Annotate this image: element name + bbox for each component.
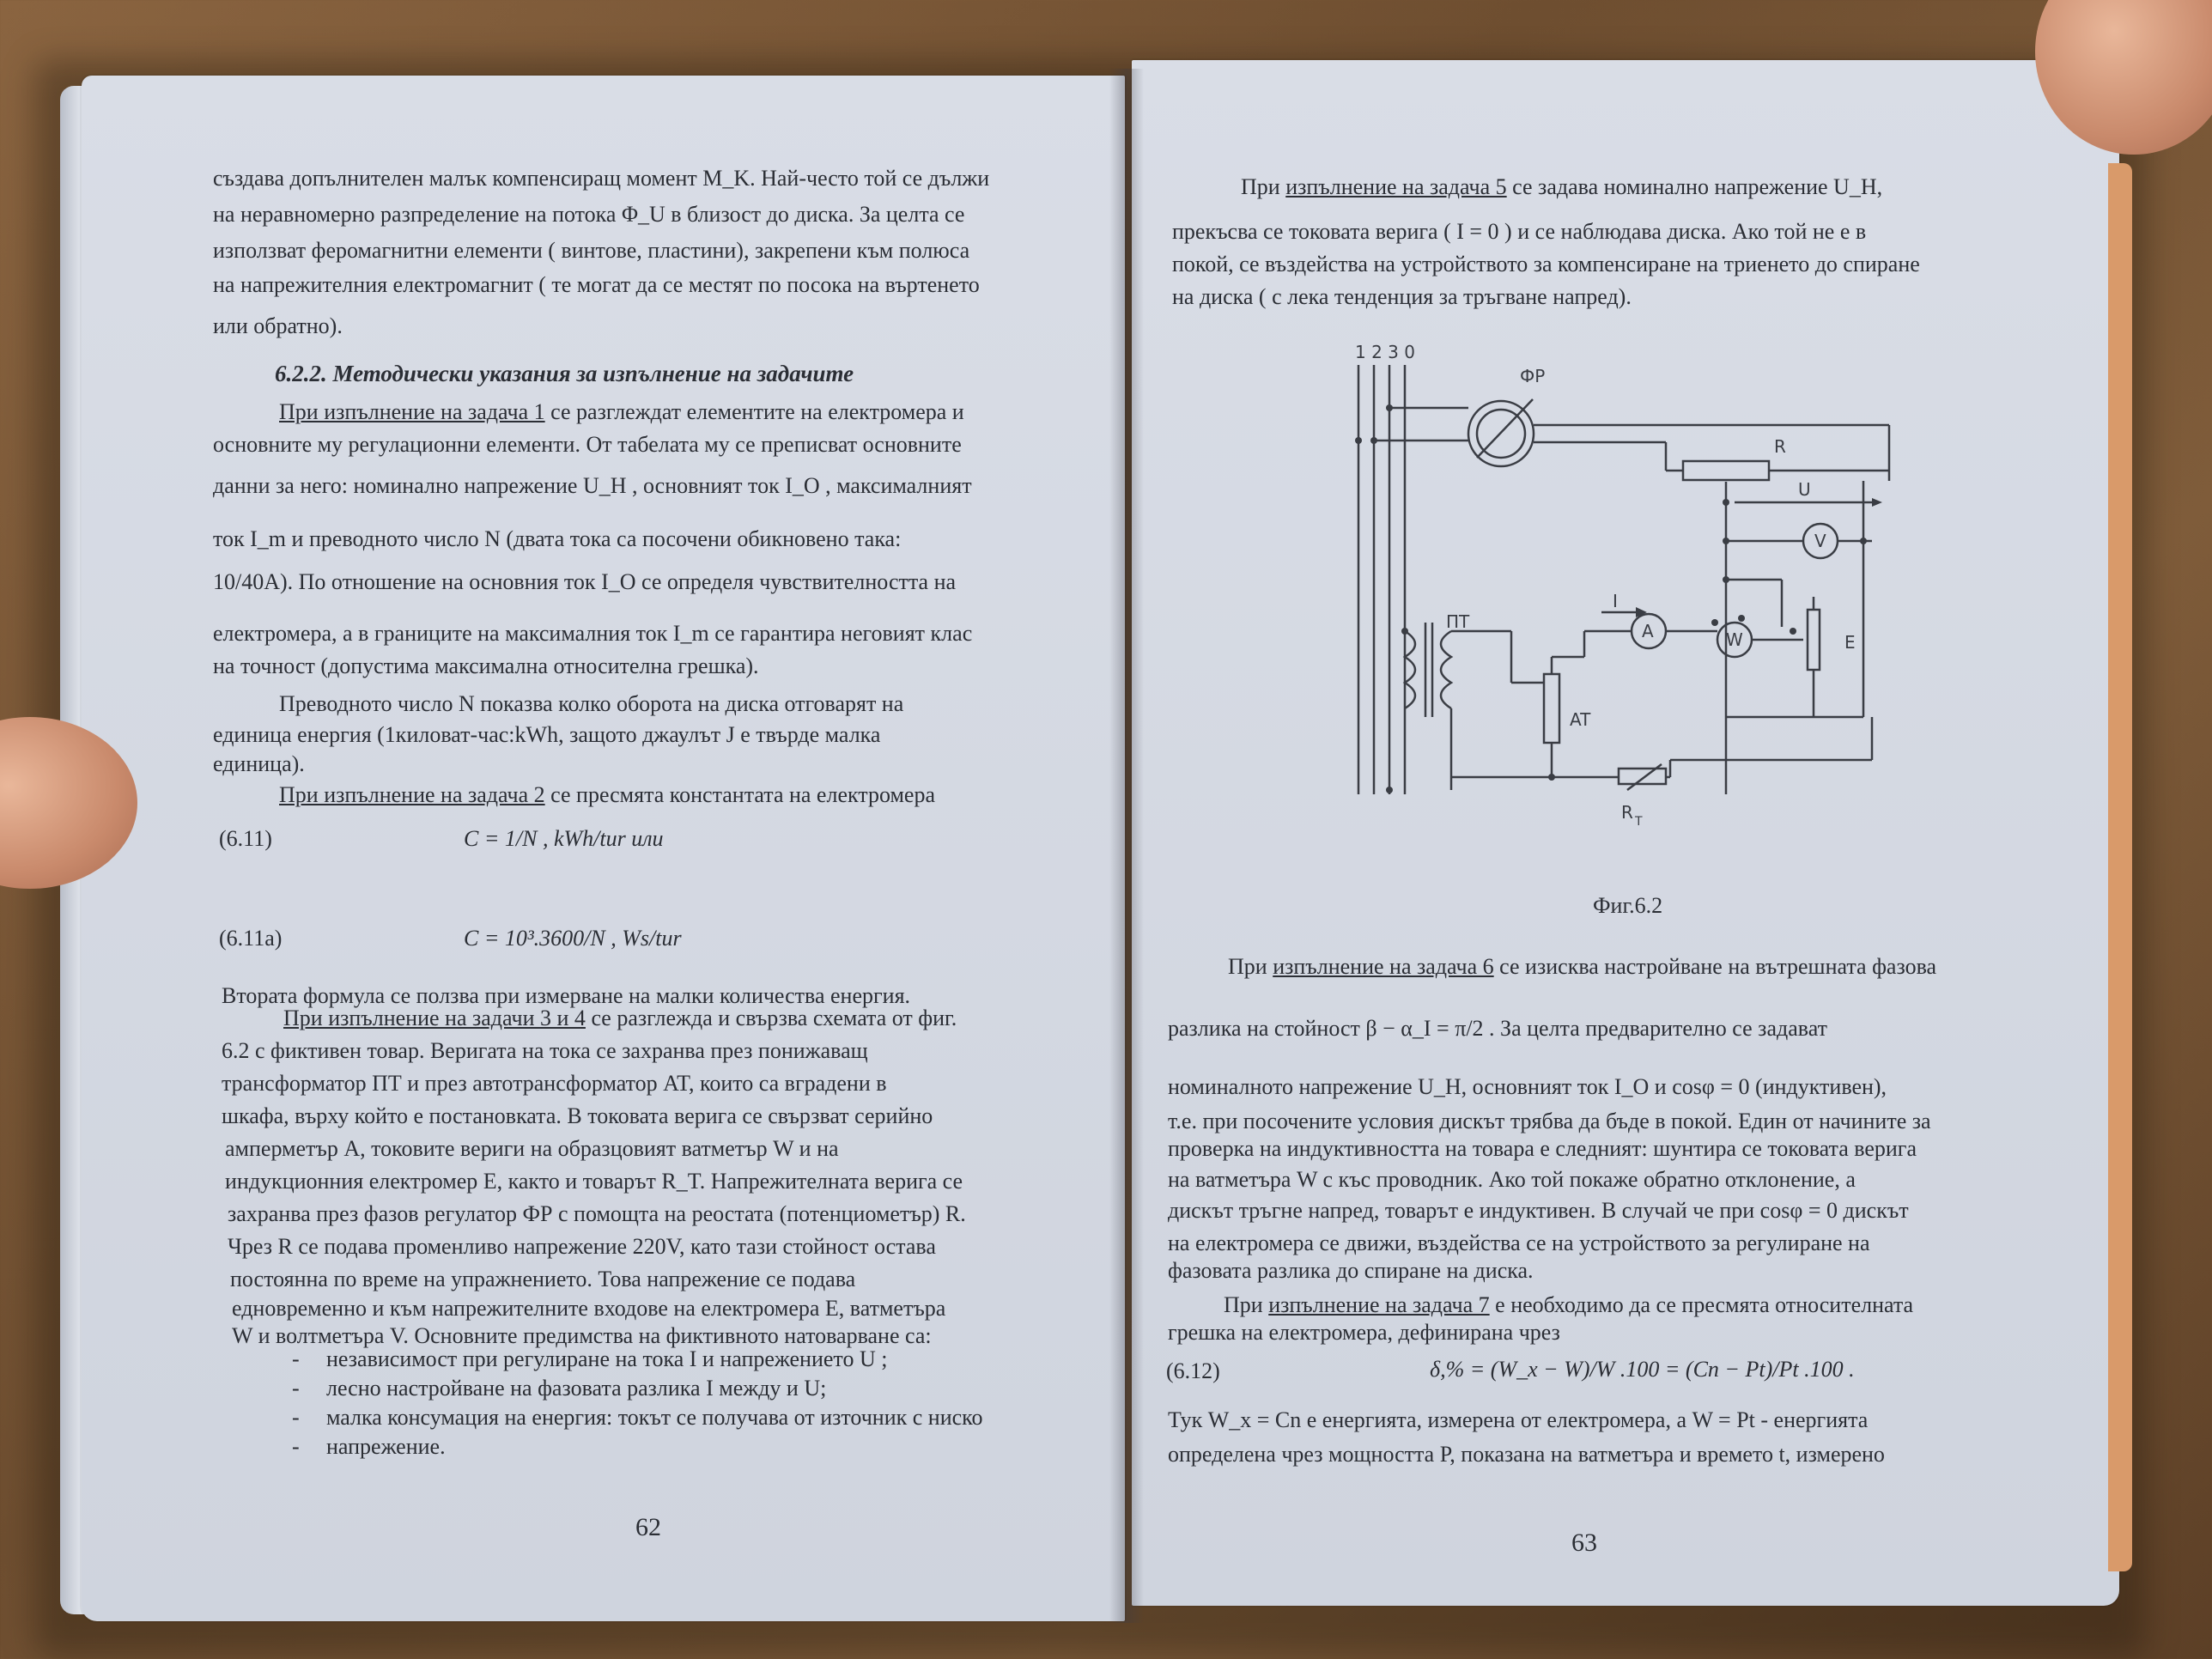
- left-line: 6.2 с фиктивен товар. Веригата на тока се захранва през понижаващ: [222, 1038, 868, 1063]
- page-number-right: 63: [1571, 1528, 1597, 1557]
- equation-number: (6.11a): [219, 926, 283, 951]
- voltmeter-label: V: [1814, 531, 1826, 551]
- right-page-edge: [2108, 163, 2132, 1571]
- left-line: Чрез R се подава променливо напрежение 220V, като тази стойност остава: [228, 1234, 936, 1259]
- left-line: шкафа, върху който е постановката. В токовата верига се свързват серийно: [222, 1103, 933, 1128]
- book-spine: [1109, 69, 1144, 1623]
- task6-link: изпълнение на задача 6: [1273, 954, 1494, 979]
- task6-paragraph-first: [1228, 951, 1936, 982]
- load-subscript: T: [1635, 815, 1643, 829]
- equation-number: (6.12): [1166, 1358, 1220, 1383]
- terminal-labels: 1 2 3 0: [1355, 342, 1415, 362]
- task5-prefix: При: [1241, 174, 1286, 199]
- task5-link: изпълнение на задача 5: [1285, 174, 1507, 199]
- right-line: разлика на стойност β − α_I = π/2 . За целта предварително се задават: [1168, 1016, 1827, 1041]
- task6-text: се изисква настройване на вътрешната фазова: [1493, 954, 1937, 979]
- right-line: на ватметъра W с къс проводник. Ако той покаже обратно отклонение, а: [1168, 1167, 1856, 1192]
- left-line: постоянна по време на упражнението. Това напрежение се подава: [230, 1267, 856, 1291]
- list-item: - независимост при регулиране на тока I и напрежението U ;: [292, 1345, 983, 1374]
- transformer-label: ПТ: [1446, 611, 1470, 632]
- task2-link: При изпълнение на задача 2: [279, 782, 545, 807]
- autotransformer-label: AT: [1570, 709, 1591, 730]
- wattmeter-label: W: [1726, 629, 1743, 650]
- task5-paragraph-first: [1241, 172, 1882, 203]
- left-line: или обратно).: [213, 313, 343, 338]
- task34-paragraph-first: [283, 1003, 957, 1034]
- equation-6-11: C = 1/N , kWh/tur или: [464, 826, 664, 851]
- left-line: електромера, а в границите на максималния ток I_m се гарантира неговият клас: [213, 621, 973, 646]
- task7-text: е необходимо да се пресмята относителната: [1489, 1292, 1914, 1317]
- task1-link: При изпълнение на задача 1: [279, 399, 545, 424]
- left-line: единица).: [213, 751, 305, 776]
- left-line: Втората формула се ползва при измерване на малки количества енергия.: [222, 983, 911, 1008]
- equation-6-11a: C = 10³.3600/N , Ws/tur: [464, 926, 682, 951]
- voltage-label: U: [1798, 479, 1811, 500]
- meter-label: E: [1844, 632, 1856, 653]
- left-line: на напрежителния електромагнит ( те могат да се местят по посока на въртенето: [213, 272, 980, 297]
- left-line: едновременно и към напрежителните входове на електромера E, ватметъра: [232, 1296, 946, 1321]
- left-line: на неравномерно разпределение на потока Φ_U в близост до диска. За целта се: [213, 202, 965, 227]
- task34-link: При изпълнение на задачи 3 и 4: [283, 1006, 586, 1030]
- right-line: на електромера се движи, въздейства се на устройството за регулиране на: [1168, 1231, 1870, 1255]
- page-number-left: 62: [635, 1513, 661, 1541]
- right-line: фазовата разлика до спиране на диска.: [1168, 1258, 1534, 1283]
- resistor-label: R: [1774, 436, 1786, 457]
- list-item: - малка консумация на енергия: токът се получава от източник с ниско: [292, 1403, 983, 1432]
- phase-regulator-label: ФР: [1520, 366, 1546, 386]
- right-line: определена чрез мощността P, показана на ватметъра и времето t, измерено: [1168, 1442, 1885, 1467]
- load-label: R: [1621, 802, 1633, 823]
- left-line: W и волтметъра V. Основните предимства на фиктивното натоварване са:: [232, 1323, 932, 1348]
- left-line: амперметър A, токовите вериги на образцовият ватметър W и на: [225, 1136, 839, 1161]
- right-line: проверка на индуктивността на товара е следният: шунтира се токовата верига: [1168, 1136, 1917, 1161]
- task5-text: се задава номинално напрежение U_H,: [1506, 174, 1883, 199]
- left-line: на точност (допустима максимална относителна грешка).: [213, 653, 759, 678]
- task6-prefix: При: [1228, 954, 1273, 979]
- right-line: на диска ( с лека тенденция за тръгване напред).: [1172, 284, 1632, 309]
- right-line: грешка на електромера, дефинирана чрез: [1168, 1320, 1560, 1345]
- left-line: единица енергия (1киловат-час:kWh, защото джаулът J е твърде малка: [213, 722, 881, 747]
- task7-link: изпълнение на задача 7: [1268, 1292, 1490, 1317]
- right-line: т.е. при посочените условия дискът трябва да бъде в покой. Един от начините за: [1168, 1109, 1931, 1133]
- task7-paragraph-first: [1224, 1290, 1913, 1321]
- right-line: дискът тръгне напред, товарът е индуктивен. В случай че при cosφ = 0 дискът: [1168, 1198, 1909, 1223]
- equation-number: (6.11): [219, 826, 272, 851]
- task2-text: се пресмята константата на електромера: [544, 782, 935, 807]
- task7-prefix: При: [1224, 1292, 1269, 1317]
- section-heading: 6.2.2. Методически указания за изпълнение на задачите: [275, 361, 854, 386]
- list-item: - напрежение.: [292, 1432, 983, 1462]
- left-line: 10/40A). По отношение на основния ток I_O се определя чувствителността на: [213, 569, 957, 594]
- circuit-schematic: [1340, 339, 1906, 837]
- left-line: индукционния електромер E, както и товарът R_T. Напрежителната верига се: [225, 1169, 963, 1194]
- current-label: I: [1613, 591, 1618, 611]
- right-line: прекъсва се токовата верига ( I = 0 ) и се наблюдава диска. Ако той не е в: [1172, 219, 1867, 244]
- task1-paragraph-first: [279, 397, 964, 428]
- advantages-list: [292, 1345, 983, 1462]
- equation-6-12: δ,% = (W_x − W)/W .100 = (Cn − Pt)/Pt .100 .: [1430, 1357, 1855, 1382]
- left-line: захранва през фазов регулатор ФР с помощта на реостата (потенциометър) R.: [228, 1201, 966, 1226]
- left-line: основните му регулационни елементи. От табелата му се преписват основните: [213, 432, 962, 457]
- left-line: данни за него: номинално напрежение U_H , основният ток I_O , максималният: [213, 473, 972, 498]
- right-line: номиналното напрежение U_H, основният ток I_O и cosφ = 0 (индуктивен),: [1168, 1074, 1887, 1099]
- left-line: Преводното число N показва колко оборота на диска отговарят на: [279, 691, 904, 716]
- right-line: Тук W_x = Cn е енергията, измерена от електромера, а W = Pt - енергията: [1168, 1407, 1869, 1432]
- task1-text: се разглеждат елементите на електромера и: [544, 399, 964, 424]
- ammeter-label: A: [1642, 621, 1654, 641]
- left-line: използват феромагнитни елементи ( винтове, пластини), закрепени към полюса: [213, 238, 970, 263]
- figure-caption: Фиг.6.2: [1593, 893, 1663, 918]
- right-line: покой, се въздейства на устройството за компенсиране на триенето до спиране: [1172, 252, 1920, 276]
- task2-paragraph: [279, 780, 935, 811]
- list-item: - лесно настройване на фазовата разлика I между и U;: [292, 1374, 983, 1403]
- left-line: създава допълнителен малък компенсиращ момент M_K. Най-често той се дължи: [213, 166, 990, 191]
- left-line: ток I_m и преводното число N (двата тока са посочени обикновено така:: [213, 526, 902, 551]
- task34-text: се разглежда и свързва схемата от фиг.: [585, 1006, 957, 1030]
- left-line: трансформатор ПТ и през автотрансформатор AT, които са вградени в: [222, 1071, 887, 1096]
